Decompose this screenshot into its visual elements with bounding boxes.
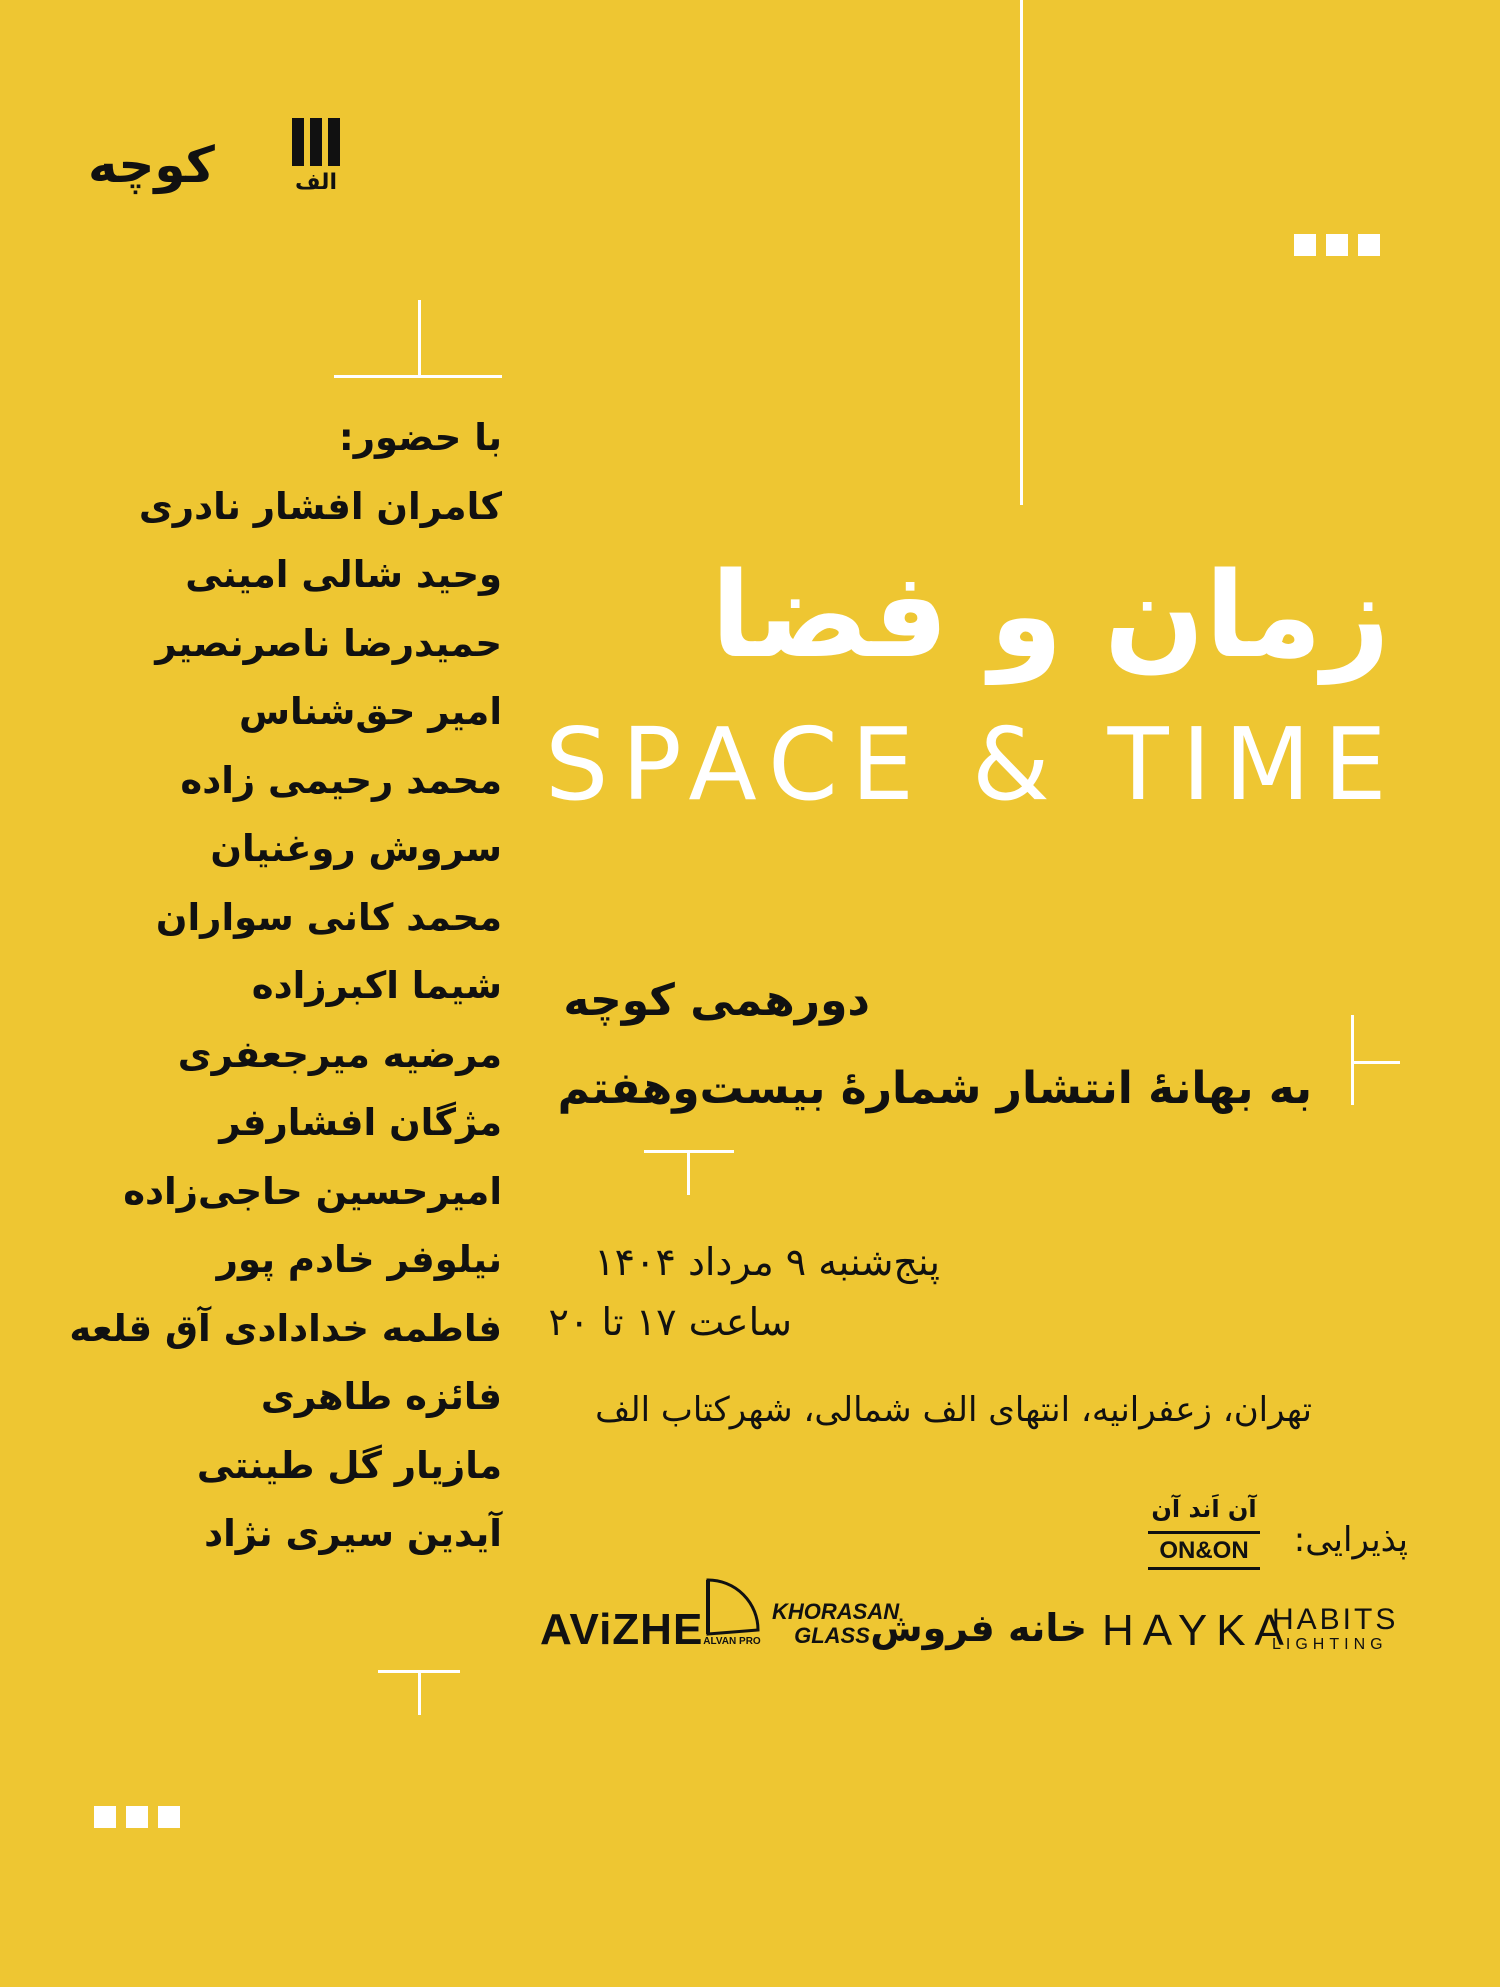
participants-list xyxy=(69,404,502,1569)
participant-name: حمیدرضا ناصرنصیر xyxy=(155,621,502,665)
alvan-arc-icon xyxy=(700,1576,764,1636)
logo-kooche-text: کوچه xyxy=(88,136,215,194)
alvan-pro-text: ALVAN PRO xyxy=(703,1636,761,1647)
participant-name: محمد کانی سواران xyxy=(155,895,502,939)
on-and-on-en: ON&ON xyxy=(1159,1537,1249,1564)
participant-name: مژگان افشارفر xyxy=(219,1101,502,1144)
participant-name: کامران افشار نادری xyxy=(138,484,502,528)
hospitality-label: پذیرایی: xyxy=(1293,1520,1408,1560)
logo-alef-text: الف xyxy=(294,170,337,195)
event-date: پنج‌شنبه ۹ مرداد ۱۴۰۴ xyxy=(594,1240,940,1284)
on-and-on-logo xyxy=(1148,1495,1260,1575)
participant-name: محمد رحیمی زاده xyxy=(180,758,502,802)
participant-name: آیدین سیری نژاد xyxy=(204,1512,502,1555)
top-vertical-line xyxy=(1020,0,1023,505)
tick-mark-event-right xyxy=(1351,1015,1354,1105)
participant-name: نیلوفر خادم پور xyxy=(216,1238,502,1281)
event-time: ساعت ۱۷ تا ۲۰ xyxy=(548,1300,792,1344)
avizhe-logo: AViZHE xyxy=(540,1605,704,1654)
participant-name: مرضیه میرجعفری xyxy=(177,1032,502,1076)
on-and-on-fa: آن اَند آن xyxy=(1151,1495,1257,1523)
kooche-alef-logo xyxy=(88,118,348,208)
dots-bottom-left xyxy=(94,1806,180,1828)
event-line-1: دورهمی کوچه xyxy=(563,975,870,1026)
participant-name: فائزه طاهری xyxy=(260,1375,502,1418)
participants-heading: با حضور: xyxy=(338,416,502,459)
event-line-2: به بهانهٔ انتشار شمارهٔ بیست‌وهفتم xyxy=(557,1063,1312,1114)
dots-top-right xyxy=(1294,234,1380,256)
hayka-logo: HAYKA xyxy=(1102,1606,1293,1655)
tick-mark-event-right-bar xyxy=(1352,1061,1400,1064)
tick-mark-names-top-bar xyxy=(334,375,502,378)
tick-mark-names-top xyxy=(418,300,421,375)
participant-name: امیرحسین حاجی‌زاده xyxy=(123,1169,502,1213)
participant-name: وحید شالی امینی xyxy=(185,553,502,596)
participant-name: سروش روغنیان xyxy=(210,827,502,870)
event-location: تهران، زعفرانیه، انتهای الف شمالی، شهرکتاب الف xyxy=(595,1390,1312,1430)
persian-brand-logo: خانه فروش xyxy=(870,1606,1087,1650)
tick-mark-names-bottom xyxy=(418,1670,421,1715)
alef-logo xyxy=(284,118,348,208)
participant-name: امیر حق‌شناس xyxy=(238,690,502,733)
alvan-pro-logo xyxy=(700,1576,764,1652)
participant-name: مازیار گل طینتی xyxy=(196,1443,502,1487)
khorasan-glass-logo: KHORASAN GLASS xyxy=(772,1599,900,1648)
participant-name: شیما اکبرزاده xyxy=(251,964,502,1007)
participant-name: فاطمه خدادادی آق قلعه xyxy=(69,1306,502,1350)
title-persian: زمان و فضا xyxy=(710,546,1390,684)
tick-mark-event-mid xyxy=(687,1150,690,1195)
habits-lighting-logo: HABITS LIGHTING xyxy=(1272,1603,1399,1653)
title-english: SPACE & TIME xyxy=(545,706,1400,823)
